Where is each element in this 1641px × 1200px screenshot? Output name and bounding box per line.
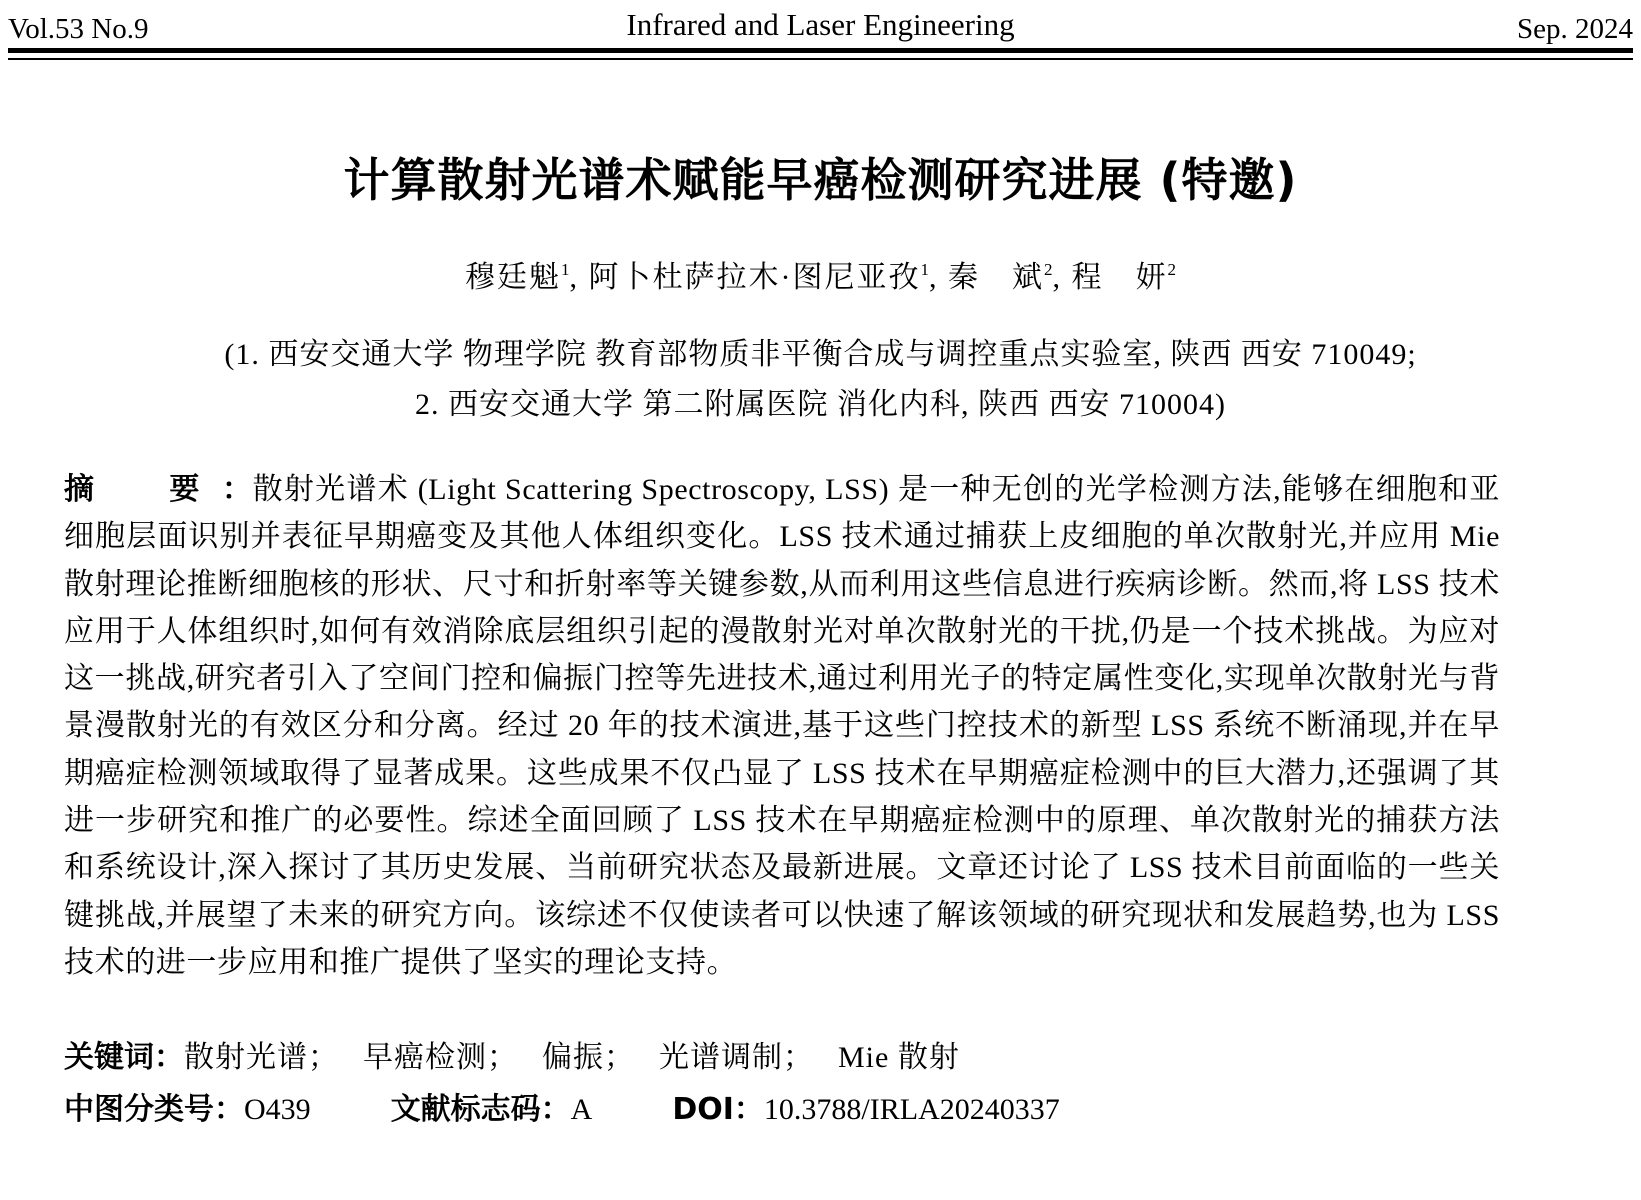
issue-date: Sep. 2024 bbox=[1517, 13, 1633, 45]
abstract bbox=[64, 466, 1500, 986]
author: 程 妍$^2$ bbox=[1071, 260, 1176, 294]
abstract-label-colon: ： bbox=[221, 472, 253, 507]
affiliation-2: 2. 西安交通大学 第二附属医院 消化内科, 陕西 西安 710004) bbox=[415, 388, 1226, 421]
classification-line bbox=[64, 1088, 1140, 1132]
keyword: 偏振； bbox=[542, 1041, 635, 1074]
journal-name: Infrared and Laser Engineering bbox=[626, 7, 1015, 42]
keywords-label: 关键词： bbox=[64, 1040, 184, 1075]
author: 阿卜杜萨拉木·图尼亚孜$^1$, bbox=[588, 260, 948, 294]
document-code: 文献标志码：A bbox=[390, 1092, 593, 1127]
keyword: 早癌检测； bbox=[363, 1041, 518, 1074]
author-list bbox=[0, 250, 1641, 298]
affiliation-1: (1. 西安交通大学 物理学院 教育部物质非平衡合成与调控重点实验室, 陕西 西安 710049; bbox=[224, 338, 1417, 371]
header-rule-thin bbox=[8, 58, 1633, 60]
author: 穆廷魁$^1$, bbox=[465, 260, 589, 294]
author: 秦 斌$^2$, bbox=[948, 260, 1072, 294]
abstract-label: 摘 要 bbox=[64, 472, 222, 507]
doi: DOI：10.3788/IRLA20240337 bbox=[672, 1092, 1060, 1127]
clc-number: 中图分类号：O439 bbox=[64, 1092, 311, 1127]
keyword: 光谱调制； bbox=[659, 1041, 814, 1074]
keyword: Mie 散射 bbox=[838, 1041, 960, 1074]
volume-issue: Vol.53 No.9 bbox=[8, 13, 149, 45]
keywords-line bbox=[64, 1036, 984, 1080]
keyword: 散射光谱； bbox=[184, 1041, 339, 1074]
paper-title: 计算散射光谱术赋能早癌检测研究进展 (特邀) bbox=[343, 153, 1298, 207]
header-rule-thick bbox=[8, 48, 1633, 53]
abstract-text: 散射光谱术 (Light Scattering Spectroscopy, LSS) 是一种无创的光学检测方法,能够在细胞和亚细胞层面识别并表征早期癌变及其他人体组织变化。LSS 技术通过捕获上皮细胞的单次散射光,并应用 Mie 散射理论推断细胞核的形状、尺寸和折射率等关键参数,从而利用这些信息进行疾病诊断。然而,将 LSS 技术应用于人体组织时,如何有效消除底层组织引起的漫散射光对单次散射光的干扰,仍是一个技术挑战。为应对这一挑战,研究者引入了空间门控和偏振门控等先进技术,通过利用光子的特定属性变化,实现单次散射光与背景漫散射光的有效区分和分离。经过 20 年的技术演进,基于这些门控技术的新型 LSS 系统不断涌现,并在早期癌症检测领域取得了显著成果。这些成果不仅凸显了 LSS 技术在早期癌症检测中的巨大潜力,还强调了其进一步研究和推广的必要性。综述全面回顾了 LSS 技术在早期癌症检测中的原理、单次散射光的捕获方法和系统设计,深入探讨了其历史发展、当前研究状态及最新进展。文章还讨论了 LSS 技术目前面临的一些关键挑战,并展望了未来的研究方向。该综述不仅使读者可以快速了解该领域的研究现状和发展趋势,也为 LSS 技术的进一步应用和推广提供了坚实的理论支持。 bbox=[64, 473, 1501, 979]
